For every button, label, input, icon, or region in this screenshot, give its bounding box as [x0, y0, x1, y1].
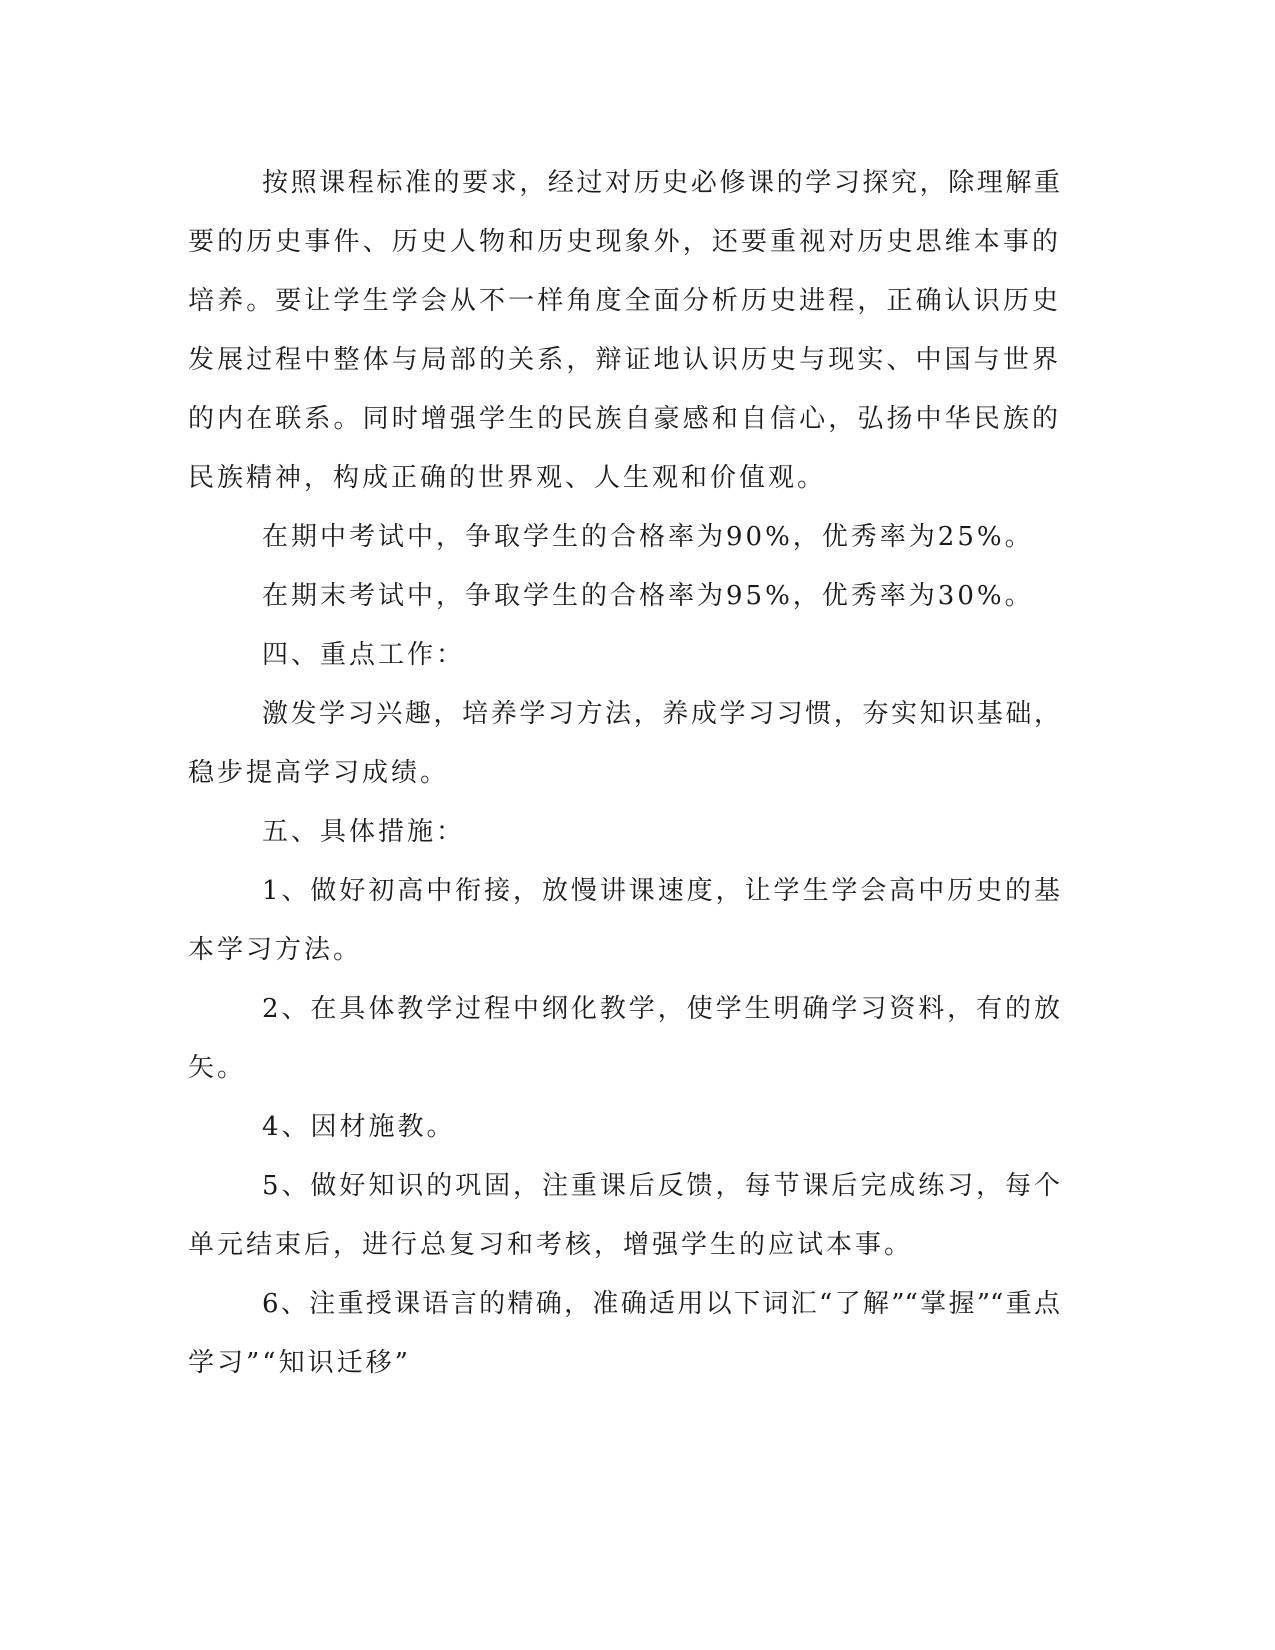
list-item-line: 1、做好初高中衔接，放慢讲课速度，让学生学会高中历史的基 — [262, 876, 1060, 906]
paragraph-line: 培养。要让学生学会从不一样角度全面分析历史进程，正确认识历史 — [188, 286, 1058, 316]
paragraph-line: 的内在联系。同时增强学生的民族自豪感和自信心，弘扬中华民族的 — [188, 404, 1058, 434]
paragraph-line: 按照课程标准的要求，经过对历史必修课的学习探究，除理解重 — [262, 168, 1060, 198]
paragraph-line: 稳步提高学习成绩。 — [188, 758, 450, 788]
section-heading-measures: 五、具体措施： — [262, 817, 466, 847]
section-heading-key-work: 四、重点工作： — [262, 640, 466, 670]
final-target-line: 在期末考试中，争取学生的合格率为95%，优秀率为30%。 — [262, 581, 1034, 611]
list-item-line: 5、做好知识的巩固，注重课后反馈，每节课后完成练习，每个 — [262, 1171, 1060, 1201]
paragraph-line: 发展过程中整体与局部的关系，辩证地认识历史与现实、中国与世界 — [188, 345, 1058, 375]
list-item-line: 本学习方法。 — [188, 935, 363, 965]
list-item-line: 学习”“知识迁移” — [188, 1348, 411, 1378]
paragraph-line: 要的历史事件、历史人物和历史现象外，还要重视对历史思维本事的 — [188, 227, 1058, 257]
list-item-line: 单元结束后，进行总复习和考核，增强学生的应试本事。 — [188, 1230, 914, 1260]
list-item-line: 矢。 — [188, 1053, 247, 1083]
midterm-target-line: 在期中考试中，争取学生的合格率为90%，优秀率为25%。 — [262, 522, 1034, 552]
paragraph-line: 激发学习兴趣，培养学习方法，养成学习习惯，夯实知识基础， — [262, 699, 1060, 729]
list-item-line: 6、注重授课语言的精确，准确适用以下词汇“了解”“掌握”“重点 — [262, 1289, 1060, 1319]
list-item-line: 2、在具体教学过程中纲化教学，使学生明确学习资料，有的放 — [262, 994, 1060, 1024]
list-item-line: 4、因材施教。 — [262, 1112, 456, 1142]
paragraph-line: 民族精神，构成正确的世界观、人生观和价值观。 — [188, 463, 827, 493]
